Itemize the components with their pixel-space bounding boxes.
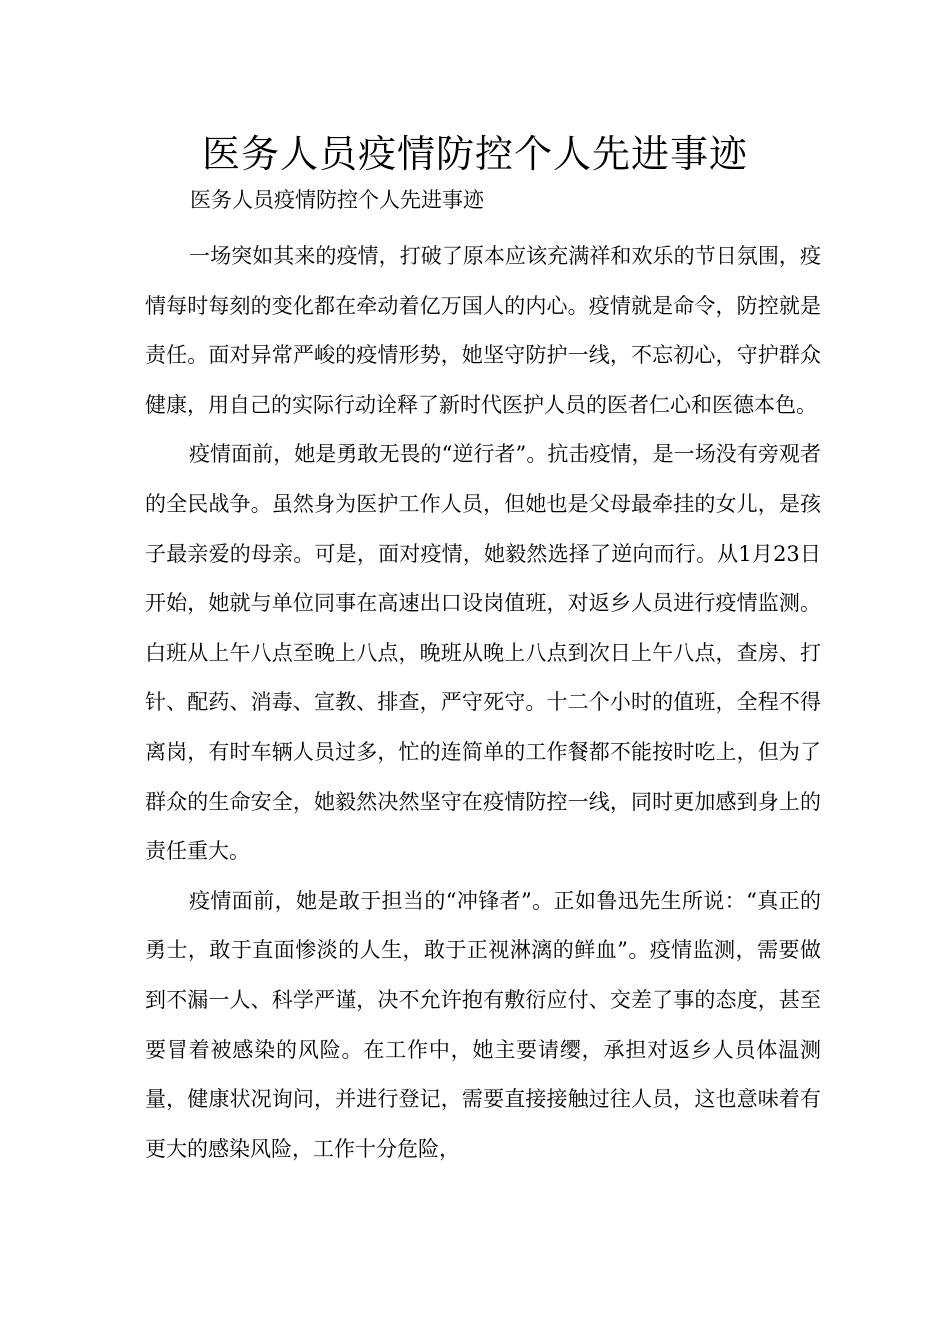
- document-subtitle: 医务人员疫情防控个人先进事迹: [190, 188, 484, 212]
- paragraph-charger: 疫情面前，她是敢于担当的“冲锋者”。正如鲁迅先生所说：“真正的勇士，敢于直面惨淡的人生，敢于正视淋漓的鲜血”。疫情监测，需要做到不漏一人、科学严谨，决不允许抱有敷衍应付、交差了事的态度，甚至要冒着被感染的风险。在工作中，她主要请缨，承担对返乡人员体温测量，健康状况询问，并进行登记，需要直接接触过往人员，这也意味着有更大的感染风险，工作十分危险，: [145, 888, 821, 1161]
- document-body: [145, 232, 821, 1174]
- paragraph-intro: 一场突如其来的疫情，打破了原本应该充满祥和欢乐的节日氛围，疫情每时每刻的变化都在牵动着亿万国人的内心。疫情就是命令，防控就是责任。面对异常严峻的疫情形势，她坚守防护一线，不忘初心，守护群众健康，用自己的实际行动诠释了新时代医护人员的医者仁心和医德本色。: [145, 244, 821, 417]
- paragraph-retrograde: 疫情面前，她是勇敢无畏的“逆行者”。抗击疫情，是一场没有旁观者的全民战争。虽然身为医护工作人员，但她也是父母最牵挂的女儿，是孩子最亲爱的母亲。可是，面对疫情，她毅然选择了逆向而行。从1月23日开始，她就与单位同事在高速出口设岗值班，对返乡人员进行疫情监测。白班从上午八点至晚上八点，晚班从晚上八点到次日上午八点，查房、打针、配药、消毒、宣教、排查，严守死守。十二个小时的值班，全程不得离岗，有时车辆人员过多，忙的连简单的工作餐都不能按时吃上，但为了群众的生命安全，她毅然决然坚守在疫情防控一线，同时更加感到身上的责任重大。: [145, 442, 821, 864]
- document-title: 医务人员疫情防控个人先进事迹: [201, 132, 748, 176]
